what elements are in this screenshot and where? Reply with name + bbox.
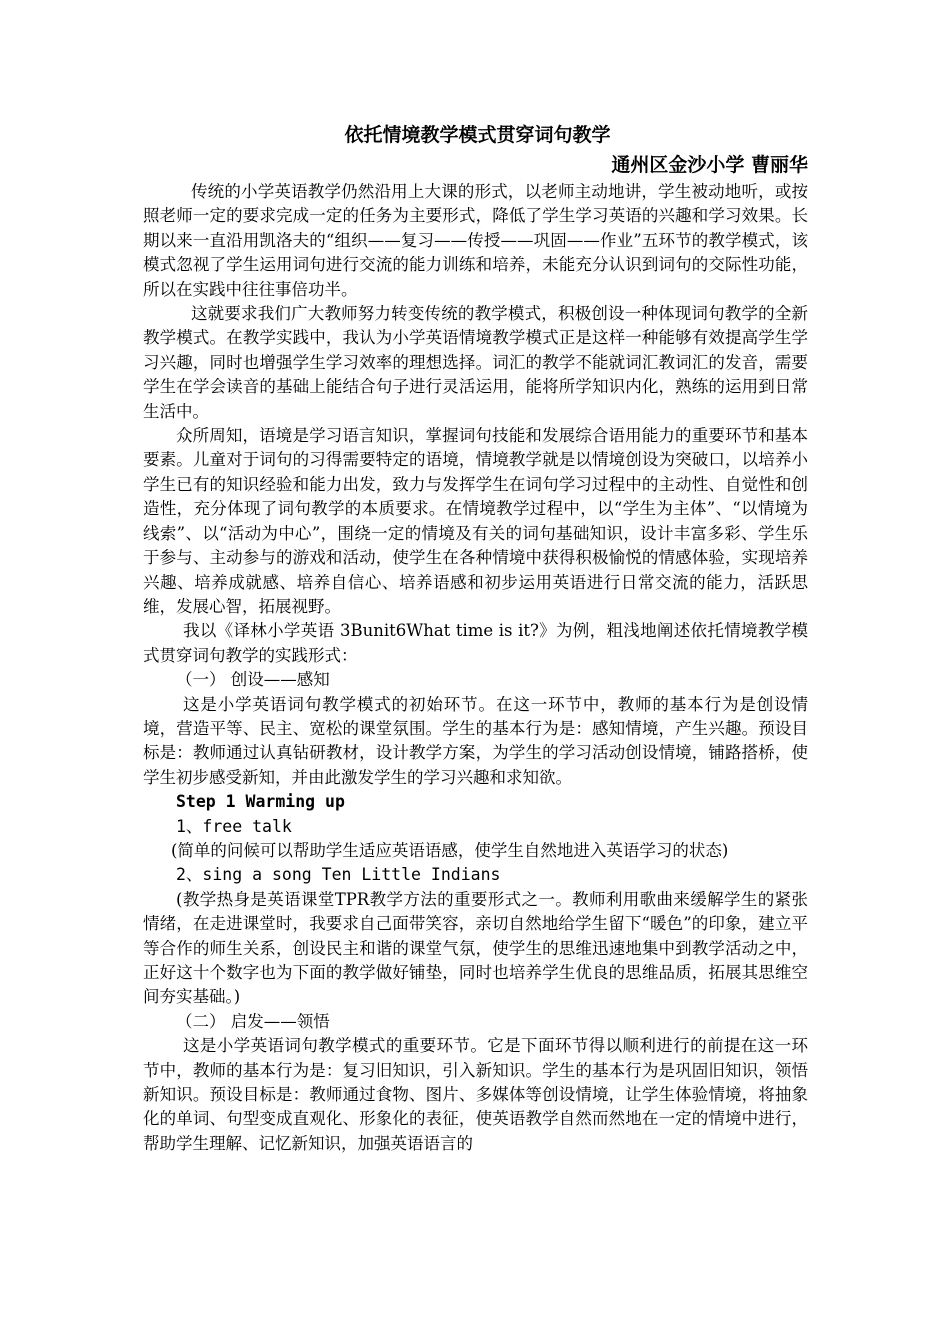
document-title: 依托情境教学模式贯穿词句教学	[344, 124, 611, 146]
section-heading-1: （一） 创设——感知	[176, 670, 330, 690]
list-item-sing-song: 2、sing a song Ten Little Indians	[176, 865, 501, 885]
author-line: 通州区金沙小学 曹丽华	[611, 154, 808, 176]
step-heading: Step 1 Warming up	[176, 792, 345, 812]
list-item-note-2: (教学热身是英语课堂TPR教学方法的重要形式之一。教师利用歌曲来缓解学生的紧张情绪，在走进课堂时，我要求自己面带笑容，亲切自然地给学生留下“暖色”的印象，建立平等合作的师生关系，创设民主和谐的课堂气氛，使学生的思维迅速地集中到教学活动之中，正好这十个数字也为下面的教学做好铺垫，同时也培养学生优良的思维品质，拓展其思维空间夯实基础。)	[143, 889, 808, 1007]
document-page	[143, 120, 808, 1156]
section-text-1: 这是小学英语词句教学模式的初始环节。在这一环节中，教师的基本行为是创设情境，营造平等、民主、宽松的课堂氛围。学生的基本行为是：感知情境，产生兴趣。预设目标是：教师通过认真钻研教材，设计教学方案，为学生的学习活动创设情境，铺路搭桥，使学生初步感受新知，并由此激发学生的学习兴趣和求知欲。	[143, 694, 808, 787]
paragraph-intro: 传统的小学英语教学仍然沿用上大课的形式，以老师主动地讲，学生被动地听，或按照老师一定的要求完成一定的任务为主要形式，降低了学生学习英语的兴趣和学习效果。长期以来一直沿用凯洛夫的“组织——复习——传授——巩固——作业”五环节的教学模式，该模式忽视了学生运用词句进行交流的能力训练和培养，未能充分认识到词句的交际性功能，所以在实践中往往事倍功半。	[143, 182, 808, 299]
section-text-2: 这是小学英语词句教学模式的重要环节。它是下面环节得以顺利进行的前提在这一环节中，教师的基本行为是：复习旧知识，引入新知识。学生的基本行为是巩固旧知识，领悟新知识。预设目标是：教师通过食物、图片、多媒体等创设情境，让学生体验情境，将抽象化的单词、句型变成直观化、形象化的表征，使英语教学自然而然地在一定的情境中进行，帮助学生理解、记忆新知识，加强英语语言的	[143, 1036, 808, 1153]
paragraph-requirement: 这就要求我们广大教师努力转变传统的教学模式，积极创设一种体现词句教学的全新教学模式。在教学实践中，我认为小学英语情境教学模式正是这样一种能够有效提高学生学习兴趣，同时也增强学生学习效率的理想选择。词汇的教学不能就词汇教词汇的发音，需要学生在学会读音的基础上能结合句子进行灵活运用，能将所学知识内化，熟练的运用到日常生活中。	[143, 304, 808, 421]
paragraph-example: 我以《译林小学英语 3Bunit6What time is it?》为例，粗浅地阐述依托情境教学模式贯穿词句教学的实践形式：	[143, 621, 808, 665]
list-item-note-1: (简单的问候可以帮助学生适应英语语感，使学生自然地进入英语学习的状态)	[171, 840, 729, 860]
paragraph-context: 众所周知，语境是学习语言知识，掌握词句技能和发展综合语用能力的重要环节和基本要素。儿童对于词句的习得需要特定的语境，情境教学就是以情境创设为突破口，以培养小学生已有的知识经验和能力出发，致力与发挥学生在词句学习过程中的主动性、自觉性和创造性，充分体现了词句教学的本质要求。在情境教学过程中，以“学生为主体”、“以情境为线索”、以“活动为中心”，围绕一定的情境及有关的词句基础知识，设计丰富多彩、学生乐于参与、主动参与的游戏和活动，使学生在各种情境中获得积极愉悦的情感体验，实现培养兴趣、培养成就感、培养自信心、培养语感和初步运用英语进行日常交流的能力，活跃思维，发展心智，拓展视野。	[143, 426, 808, 616]
section-heading-2: （二） 启发——领悟	[176, 1011, 330, 1031]
list-item-free-talk: 1、free talk	[176, 816, 292, 836]
